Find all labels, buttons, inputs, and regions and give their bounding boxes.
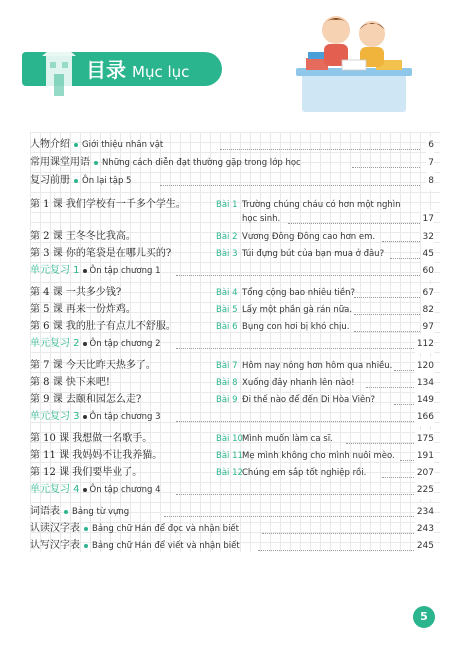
page-number: 6 xyxy=(426,136,434,154)
toc-header xyxy=(22,40,222,100)
title-vi: Mục lục xyxy=(132,63,190,81)
toc-row-lesson-10[interactable]: 第 10 课 我想做一名歌手。 Bài 10 Mình muốn làm ca sĩ. 175 xyxy=(30,430,440,448)
page-number: 243 xyxy=(415,520,434,538)
kids-reading-illustration xyxy=(296,8,412,118)
page-number: 245 xyxy=(415,537,434,555)
page-number: 67 xyxy=(421,284,434,302)
toc-row-lesson-1[interactable]: 第 1 课 我们学校有一千多个学生。 Bài 1 Trường chúng cháu có hơn một nghìn học sinh. 17 xyxy=(30,196,440,228)
table-of-contents xyxy=(30,132,440,552)
toc-row-lesson-7[interactable]: 第 7 课 今天比昨天热多了。 Bài 7 Hôm nay nóng hơn hôm qua nhiều. 120 xyxy=(30,357,440,375)
toc-row-lesson-5[interactable]: 第 5 课 再来一份炸鸡。 Bài 5 Lấy một phần gà rán nữa. 82 xyxy=(30,301,440,319)
page-number: 97 xyxy=(421,318,434,336)
toc-row-review-2[interactable]: 单元复习 2 Ôn tập chương 2 112 xyxy=(30,335,440,353)
page-number: 175 xyxy=(415,430,434,448)
toc-row-appendix-2[interactable]: 认读汉字表 Bảng chữ Hán để đọc và nhận biết 243 xyxy=(30,520,440,538)
toc-row-lesson-2[interactable]: 第 2 课 王冬冬比我高。 Bài 2 Vương Đông Đông cao hơn em. 32 xyxy=(30,228,440,246)
toc-row-review-4[interactable]: 单元复习 4 Ôn tập chương 4 225 xyxy=(30,481,440,499)
page-number: 191 xyxy=(415,447,434,465)
page-number: 149 xyxy=(415,391,434,409)
page-number: 166 xyxy=(415,408,434,426)
title-zh: 目录 xyxy=(86,58,126,82)
page-number: 45 xyxy=(421,245,434,263)
page-number: 60 xyxy=(421,262,434,280)
toc-row-lesson-11[interactable]: 第 11 课 我妈妈不让我养猫。 Bài 11 Mẹ mình không cho mình nuôi mèo. 191 xyxy=(30,447,440,465)
house-icon xyxy=(40,40,78,100)
toc-row-intro-1[interactable]: 人物介绍 Giới thiệu nhân vật 6 xyxy=(30,136,440,154)
page-number: 225 xyxy=(415,481,434,499)
page-number: 32 xyxy=(421,228,434,246)
toc-row-review-1[interactable]: 单元复习 1 Ôn tập chương 1 60 xyxy=(30,262,440,280)
toc-row-appendix-3[interactable]: 认写汉字表 Bảng chữ Hán để viết và nhận biết 245 xyxy=(30,537,440,555)
page-number-badge: 5 xyxy=(413,606,435,628)
page-number: 7 xyxy=(426,154,434,172)
toc-row-lesson-4[interactable]: 第 4 课 一共多少钱? Bài 4 Tổng cộng bao nhiêu tiền? 67 xyxy=(30,284,440,302)
toc-row-lesson-9[interactable]: 第 9 课 去颐和园怎么走? Bài 9 Đi thế nào để đến Di Hòa Viên? 149 xyxy=(30,391,440,409)
toc-row-review-3[interactable]: 单元复习 3 Ôn tập chương 3 166 xyxy=(30,408,440,426)
page-number: 134 xyxy=(415,374,434,392)
page-number: 234 xyxy=(415,503,434,521)
toc-row-lesson-8[interactable]: 第 8 课 快下来吧! Bài 8 Xuống đây nhanh lên nào! 134 xyxy=(30,374,440,392)
page-number: 82 xyxy=(421,301,434,319)
page-number: 207 xyxy=(415,464,434,482)
toc-row-lesson-12[interactable]: 第 12 课 我们要毕业了。 Bài 12 Chúng em sắp tốt nghiệp rồi. 207 xyxy=(30,464,440,482)
toc-row-intro-3[interactable]: 复习前册 Ôn lại tập 5 8 xyxy=(30,172,440,190)
toc-row-lesson-6[interactable]: 第 6 课 我的肚子有点儿不舒服。 Bài 6 Bụng con hơi bị khó chịu. 97 xyxy=(30,318,440,336)
page-number: 112 xyxy=(415,335,434,353)
page-number: 17 xyxy=(421,210,434,228)
page-title xyxy=(86,56,189,84)
page-number: 120 xyxy=(415,357,434,375)
toc-row-lesson-3[interactable]: 第 3 课 你的笔袋是在哪儿买的? Bài 3 Túi đựng bút của bạn mua ở đâu? 45 xyxy=(30,245,440,263)
page-number: 8 xyxy=(426,172,434,190)
toc-row-intro-2[interactable]: 常用课堂用语 Những cách diễn đạt thường gặp trong lớp học 7 xyxy=(30,154,440,172)
toc-row-appendix-1[interactable]: 词语表 Bảng từ vựng 234 xyxy=(30,503,440,521)
